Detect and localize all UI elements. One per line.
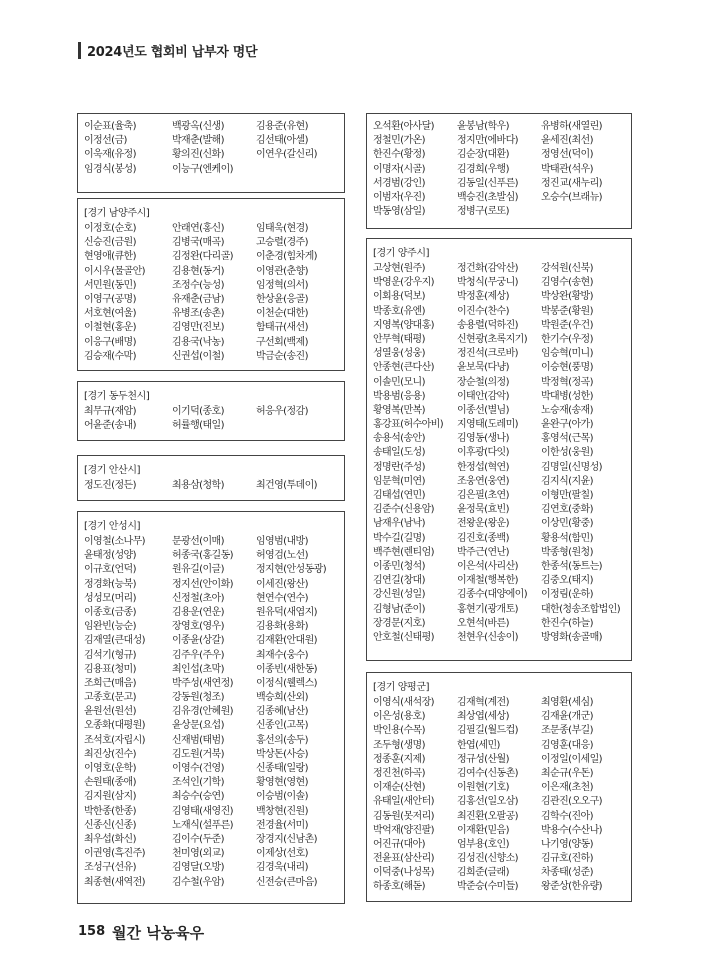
member-name: 조문종(부길) bbox=[541, 725, 593, 737]
member-name: 김순장(대환) bbox=[457, 149, 509, 161]
member-name: 남재우(남낙) bbox=[373, 518, 425, 530]
member-name: 이후광(다잇) bbox=[457, 447, 509, 459]
member-name: 어진규(대아) bbox=[373, 838, 425, 850]
box-ansan bbox=[77, 455, 345, 501]
member-name: 이영호(운학) bbox=[84, 763, 136, 774]
member-name: 조희근(매음) bbox=[84, 677, 136, 689]
member-name: 조정수(능성) bbox=[172, 279, 224, 291]
member-name: 김동원(못저리) bbox=[373, 810, 434, 822]
member-name: 최순규(우돈) bbox=[541, 767, 593, 779]
member-name: 박인용(수목) bbox=[373, 725, 425, 737]
member-name: 김종수(대양에이) bbox=[457, 589, 528, 601]
region-title: [경기 동두천시] bbox=[84, 391, 150, 402]
member-name: 문광선(이매) bbox=[172, 536, 224, 547]
member-name: 이영수(건영) bbox=[172, 763, 224, 774]
member-name: 김종혜(남산) bbox=[256, 706, 308, 718]
member-name: 전윤표(삼산리) bbox=[373, 853, 434, 865]
member-name: 박용범(응용) bbox=[373, 390, 425, 402]
member-name: 안호철(신태평) bbox=[373, 631, 434, 643]
member-name: 한진수(하늘) bbox=[541, 617, 593, 629]
page-title: 2024년도 협회비 납부자 명단 bbox=[87, 44, 258, 60]
member-name: 정종훈(지제) bbox=[373, 753, 425, 765]
member-name: 허종국(홍길동) bbox=[172, 550, 233, 562]
member-name: 노재식(설푸른) bbox=[172, 819, 233, 831]
member-name: 백승진(초발심) bbox=[457, 191, 518, 203]
member-name: 이연우(갈신리) bbox=[256, 149, 317, 161]
member-name: 백주현(렌티엄) bbox=[373, 546, 434, 558]
member-name: 임완빈(능순) bbox=[84, 621, 136, 633]
member-name: 최진환(오팔공) bbox=[457, 810, 518, 822]
member-name: 강석원(신북) bbox=[541, 263, 593, 274]
member-name: 김도원(거북) bbox=[172, 748, 224, 760]
member-name: 윤세진(최선) bbox=[541, 135, 593, 147]
member-name: 이은성(용호) bbox=[373, 711, 425, 723]
member-name: 이재철(행복한) bbox=[457, 575, 518, 587]
member-name: 박재춘(발해) bbox=[172, 135, 224, 147]
member-name: 김영수(송현) bbox=[541, 277, 593, 289]
member-name: 김영달(오방) bbox=[172, 862, 224, 874]
member-name: 조두형(생명) bbox=[373, 739, 425, 751]
member-name: 이종빈(새한동) bbox=[256, 663, 317, 675]
member-name: 안래연(홍신) bbox=[172, 223, 224, 234]
member-name: 김수철(우암) bbox=[172, 876, 224, 888]
member-name: 안무혁(태평) bbox=[373, 333, 425, 345]
member-name: 장순철(의정) bbox=[457, 376, 509, 388]
member-name: 김영훈(대응) bbox=[541, 739, 593, 751]
member-name: 김영만(진보) bbox=[172, 322, 224, 334]
member-name: 김재환(안대원) bbox=[256, 635, 317, 647]
member-name: 고종호(문고) bbox=[84, 692, 136, 704]
box-yangpyeong bbox=[366, 672, 632, 902]
member-name: 박봉준(황원) bbox=[541, 305, 593, 317]
member-name: 이회용(덕보) bbox=[373, 291, 425, 303]
member-name: 서민원(동민) bbox=[84, 279, 136, 291]
member-name: 왕준상(한유량) bbox=[541, 881, 602, 893]
member-name: 이철현(홍운) bbox=[84, 322, 136, 334]
member-name: 이재환(믿음) bbox=[457, 824, 509, 836]
member-name: 이응구(배명) bbox=[84, 336, 136, 348]
member-name: 김지식(지윤) bbox=[541, 475, 593, 487]
region-title: [경기 안산시] bbox=[84, 465, 141, 476]
member-name: 최종현(새역전) bbox=[84, 876, 145, 888]
name-grid bbox=[84, 479, 344, 493]
member-name: 지영태(도레미) bbox=[457, 419, 518, 431]
member-name: 김동일(신푸른) bbox=[457, 177, 518, 189]
member-name: 하종호(해돋) bbox=[373, 881, 425, 893]
member-name: 김지원(삼지) bbox=[84, 791, 136, 803]
member-name: 오석환(아사달) bbox=[373, 121, 434, 132]
member-name: 김용화(용화) bbox=[256, 621, 308, 633]
box-anseong bbox=[77, 511, 345, 904]
member-name: 윤상문(요섭) bbox=[172, 720, 224, 732]
member-name: 서경범(강인) bbox=[373, 177, 425, 189]
member-name: 방영화(송골매) bbox=[541, 631, 602, 643]
member-name: 고승렬(경주) bbox=[256, 237, 308, 249]
member-name: 대한(청송조합법인) bbox=[541, 603, 621, 615]
member-name: 박준승(수미들) bbox=[457, 881, 518, 893]
member-name: 정진천(하곡) bbox=[373, 767, 425, 779]
member-name: 최우섭(화신) bbox=[84, 833, 136, 845]
member-name: 허률행(태일) bbox=[172, 420, 224, 432]
member-name: 강동원(청조) bbox=[172, 692, 224, 704]
member-name: 신승진(금원) bbox=[84, 237, 136, 249]
member-name: 신재범(태범) bbox=[172, 734, 224, 746]
member-name: 전왕운(왕운) bbox=[457, 518, 509, 530]
member-name: 황용석(함민) bbox=[541, 532, 593, 544]
member-name: 김준수(신용암) bbox=[373, 504, 434, 516]
member-name: 유병조(송촌) bbox=[172, 308, 224, 320]
member-name: 박주성(새연정) bbox=[172, 677, 233, 689]
member-name: 이태안(감악) bbox=[457, 390, 509, 402]
member-name: 최승수(승연) bbox=[172, 791, 224, 803]
member-name: 박주근(연난) bbox=[457, 546, 509, 558]
member-name: 김경희(우행) bbox=[457, 163, 509, 175]
member-name: 박영운(강우지) bbox=[373, 277, 434, 289]
member-name: 김주우(주우) bbox=[172, 649, 224, 661]
member-name: 차종태(성준) bbox=[541, 867, 593, 879]
member-name: 이종윤(상갈) bbox=[172, 635, 224, 647]
member-name: 전경율(서미) bbox=[256, 819, 308, 831]
member-name: 정도진(정든) bbox=[84, 480, 136, 491]
member-name: 노승재(송재) bbox=[541, 404, 593, 416]
member-name: 송태일(도성) bbox=[373, 447, 425, 459]
member-name: 원유길(이글) bbox=[172, 564, 224, 576]
member-name: 신정철(초아) bbox=[172, 592, 224, 604]
member-name: 이명자(시골) bbox=[373, 163, 425, 175]
member-name: 홍선의(송두) bbox=[256, 734, 308, 746]
member-name: 김희준(글래) bbox=[457, 867, 509, 879]
member-name: 허영검(노선) bbox=[256, 550, 308, 562]
member-name: 김규호(진하) bbox=[541, 853, 593, 865]
member-name: 이권영(흑진주) bbox=[84, 848, 145, 860]
member-name: 송용석(송안) bbox=[373, 433, 425, 445]
member-name: 윤정묵(효빈) bbox=[457, 504, 509, 516]
member-name: 허응우(정감) bbox=[256, 406, 308, 417]
box-namyangju bbox=[77, 198, 345, 371]
member-name: 현연수(연수) bbox=[256, 592, 308, 604]
member-name: 원유덕(새엽지) bbox=[256, 606, 317, 618]
member-name: 이종선(별님) bbox=[457, 404, 509, 416]
member-name: 김진호(종백) bbox=[457, 532, 509, 544]
magazine-logo: 월간 낙농육우 bbox=[112, 924, 205, 942]
member-name: 김홍선(일오삼) bbox=[457, 796, 518, 808]
member-name: 이은석(사리산) bbox=[457, 560, 518, 572]
member-name: 김관진(오오구) bbox=[541, 796, 602, 808]
member-name: 김용준(유현) bbox=[256, 121, 308, 132]
member-name: 나기영(양동) bbox=[541, 838, 593, 850]
box-left-0 bbox=[77, 113, 345, 193]
member-name: 조웅연(웅연) bbox=[457, 475, 509, 487]
member-name: 이진수(찬수) bbox=[457, 305, 509, 317]
name-grid bbox=[84, 222, 344, 364]
member-name: 고상현(원주) bbox=[373, 263, 425, 274]
region-title: [경기 안성시] bbox=[84, 521, 141, 532]
member-name: 백광옥(신생) bbox=[172, 121, 224, 132]
member-name: 이정선(금) bbox=[84, 135, 127, 147]
member-name: 김경욱(내리) bbox=[256, 862, 308, 874]
member-name: 엄부용(호인) bbox=[457, 838, 509, 850]
member-name: 윤보묵(다냥) bbox=[457, 362, 509, 374]
member-name: 장경문(지호) bbox=[373, 617, 425, 629]
member-name: 이세진(왕산) bbox=[256, 578, 308, 590]
name-grid bbox=[373, 262, 631, 645]
member-name: 김학수(진아) bbox=[541, 810, 593, 822]
member-name: 김여수(신동촌) bbox=[457, 767, 518, 779]
member-name: 이정호(순호) bbox=[84, 223, 136, 234]
member-name: 정명란(주성) bbox=[373, 461, 425, 473]
member-name: 박수길(길명) bbox=[373, 532, 425, 544]
member-name: 박정혁(정곡) bbox=[541, 376, 593, 388]
member-name: 정영선(덕이) bbox=[541, 149, 593, 161]
member-name: 이영구(공명) bbox=[84, 293, 136, 305]
member-name: 윤태정(성양) bbox=[84, 550, 136, 562]
member-name: 박태관(석우) bbox=[541, 163, 593, 175]
member-name: 김석기(형규) bbox=[84, 649, 136, 661]
member-name: 장경지(신남촌) bbox=[256, 833, 317, 845]
member-name: 정규성(산월) bbox=[457, 753, 509, 765]
member-name: 한상윤(응골) bbox=[256, 293, 308, 305]
member-name: 김명일(신명성) bbox=[541, 461, 602, 473]
member-name: 이재순(산현) bbox=[373, 782, 425, 794]
member-name: 조성구(선유) bbox=[84, 862, 136, 874]
member-name: 이정림(운하) bbox=[541, 589, 593, 601]
member-name: 성열웅(성웅) bbox=[373, 348, 425, 360]
member-name: 구선회(백제) bbox=[256, 336, 308, 348]
member-name: 김연호(중화) bbox=[541, 504, 593, 516]
member-name: 정병구(로또) bbox=[457, 206, 509, 218]
member-name: 송용렬(덕하진) bbox=[457, 319, 518, 331]
member-name: 이춘경(힘차게) bbox=[256, 251, 317, 263]
member-name: 박상완(황방) bbox=[541, 291, 593, 303]
member-name: 최영환(세심) bbox=[541, 697, 593, 708]
box-dongducheon bbox=[77, 381, 345, 441]
member-name: 오승수(브래뉴) bbox=[541, 191, 602, 203]
member-name: 천미영(외교) bbox=[172, 848, 224, 860]
name-grid bbox=[84, 535, 344, 890]
member-name: 최재수(웅수) bbox=[256, 649, 308, 661]
member-name: 신종신(신종) bbox=[84, 819, 136, 831]
member-name: 황영복(만복) bbox=[373, 404, 425, 416]
member-name: 정지선(안이화) bbox=[172, 578, 233, 590]
member-name: 김정완(다리골) bbox=[172, 251, 233, 263]
member-name: 김영태(새영진) bbox=[172, 805, 233, 817]
member-name: 서호현(여울) bbox=[84, 308, 136, 320]
member-name: 현영애(큐한) bbox=[84, 251, 136, 263]
member-name: 신전승(큰마음) bbox=[256, 876, 317, 888]
member-name: 함태규(새선) bbox=[256, 322, 308, 334]
member-name: 이은재(초천) bbox=[541, 782, 593, 794]
member-name: 정지현(안성동광) bbox=[256, 564, 327, 576]
member-name: 김승재(수막) bbox=[84, 350, 136, 362]
member-name: 김재열(큰대성) bbox=[84, 635, 145, 647]
member-name: 이범자(우진) bbox=[373, 191, 425, 203]
member-name: 이능구(엔케이) bbox=[172, 163, 233, 175]
member-name: 최무규(재암) bbox=[84, 406, 136, 417]
member-name: 박청식(무궁니) bbox=[457, 277, 518, 289]
member-name: 김병국(매곡) bbox=[172, 237, 224, 249]
member-name: 윤봉남(학우) bbox=[457, 121, 509, 132]
member-name: 조석인(기학) bbox=[172, 777, 224, 789]
member-name: 신현광(초록지기) bbox=[457, 333, 528, 345]
member-name: 지영복(양대홍) bbox=[373, 319, 434, 331]
member-name: 최상엽(세상) bbox=[457, 711, 509, 723]
name-grid bbox=[84, 405, 344, 433]
member-name: 김성진(신향소) bbox=[457, 853, 518, 865]
region-title: [경기 양평군] bbox=[373, 682, 430, 693]
member-name: 김영동(생나) bbox=[457, 433, 509, 445]
member-name: 이순표(율축) bbox=[84, 121, 136, 132]
member-name: 백승희(산외) bbox=[256, 692, 308, 704]
region-title: [경기 양주시] bbox=[373, 248, 430, 259]
member-name: 김은필(초연) bbox=[457, 490, 509, 501]
member-name: 강신원(성일) bbox=[373, 589, 425, 601]
member-name: 임태욱(현경) bbox=[256, 223, 308, 234]
member-name: 한기수(우정) bbox=[541, 333, 593, 345]
member-name: 신종인(고목) bbox=[256, 720, 308, 732]
member-name: 김연길(창대) bbox=[373, 575, 425, 587]
name-grid bbox=[373, 120, 631, 219]
member-name: 박상돈(사승) bbox=[256, 748, 308, 760]
member-name: 임경식(봉성) bbox=[84, 163, 136, 175]
member-name: 박대병(성한) bbox=[541, 390, 593, 402]
header-bar bbox=[78, 42, 81, 59]
member-name: 이덕중(나성목) bbox=[373, 867, 434, 879]
member-name: 김용현(동거) bbox=[172, 265, 224, 277]
member-name: 신권섭(이철) bbox=[172, 350, 224, 362]
member-name: 한엽(세민) bbox=[457, 739, 500, 751]
member-name: 황영현(영현) bbox=[256, 777, 308, 789]
member-name: 장영호(영우) bbox=[172, 621, 224, 633]
member-name: 이제상(선호) bbox=[256, 848, 308, 860]
member-name: 이종호(금종) bbox=[84, 606, 136, 618]
member-name: 박종형(원청) bbox=[541, 546, 593, 558]
member-name: 임승혁(미니) bbox=[541, 348, 593, 360]
member-name: 윤원선(원선) bbox=[84, 706, 136, 718]
member-name: 김태섭(연민) bbox=[373, 490, 425, 501]
member-name: 황의진(신화) bbox=[172, 149, 224, 161]
page-header bbox=[78, 40, 257, 60]
member-name: 윤완구(아가) bbox=[541, 419, 593, 431]
member-name: 이한성(웅원) bbox=[541, 447, 593, 459]
member-name: 김용국(낙농) bbox=[172, 336, 224, 348]
member-name: 정진교(새누리) bbox=[541, 177, 602, 189]
member-name: 최용삼(청학) bbox=[172, 480, 224, 491]
member-name: 오종화(대평원) bbox=[84, 720, 145, 732]
member-name: 김이수(두준) bbox=[172, 833, 224, 845]
member-name: 김용표(청미) bbox=[84, 663, 136, 675]
member-name: 박동영(삼일) bbox=[373, 206, 425, 218]
member-name: 김용운(연운) bbox=[172, 606, 224, 618]
member-name: 조석호(자립시) bbox=[84, 734, 145, 746]
member-name: 이승범(이솔) bbox=[256, 791, 308, 803]
member-name: 최인섭(초막) bbox=[172, 663, 224, 675]
member-name: 임문혁(미연) bbox=[373, 475, 425, 487]
member-name: 유태일(새안터) bbox=[373, 796, 434, 808]
member-name: 박억재(양진팔) bbox=[373, 824, 434, 836]
member-name: 오현석(바른) bbox=[457, 617, 509, 629]
member-name: 정건화(감악산) bbox=[457, 263, 518, 274]
member-name: 이정일(이세일) bbox=[541, 753, 602, 765]
member-name: 박정훈(제상) bbox=[457, 291, 509, 303]
member-name: 이기덕(종호) bbox=[172, 406, 224, 417]
member-name: 홍현기(광개토) bbox=[457, 603, 518, 615]
member-name: 이영식(새석장) bbox=[373, 697, 434, 708]
member-name: 이원현(기호) bbox=[457, 782, 509, 794]
member-name: 한진수(황정) bbox=[373, 149, 425, 161]
member-name: 정지만(에바다) bbox=[457, 135, 518, 147]
member-name: 김중오(태지) bbox=[541, 575, 593, 587]
member-name: 임영범(내방) bbox=[256, 536, 308, 547]
member-name: 신종태(일랑) bbox=[256, 763, 308, 774]
member-name: 이규호(언덕) bbox=[84, 564, 136, 576]
member-name: 안종현(큰다산) bbox=[373, 362, 434, 374]
member-name: 박종호(유엔) bbox=[373, 305, 425, 317]
member-name: 백창현(진원) bbox=[256, 805, 308, 817]
member-name: 한종석(동트는) bbox=[541, 560, 602, 572]
member-name: 정철민(가온) bbox=[373, 135, 425, 147]
member-name: 김형남(준이) bbox=[373, 603, 425, 615]
page-number: 158 bbox=[78, 924, 106, 939]
member-name: 유재춘(금남) bbox=[172, 293, 224, 305]
member-name: 성성모(머리) bbox=[84, 592, 136, 604]
member-name: 이정식(웰렉스) bbox=[256, 677, 317, 689]
member-name: 이상민(황중) bbox=[541, 518, 593, 530]
member-name: 정진석(크로바) bbox=[457, 348, 518, 360]
member-name: 어윤준(송내) bbox=[84, 420, 136, 432]
member-name: 이천순(대한) bbox=[256, 308, 308, 320]
member-name: 박한종(한종) bbox=[84, 805, 136, 817]
box-yangju bbox=[366, 238, 632, 661]
member-name: 홍강표(허수아비) bbox=[373, 419, 444, 431]
member-name: 손원태(종애) bbox=[84, 777, 136, 789]
member-name: 유병하(새열린) bbox=[541, 121, 602, 132]
member-name: 이종민(청석) bbox=[373, 560, 425, 572]
member-name: 박금순(송진) bbox=[256, 350, 308, 362]
member-name: 천현우(신송이) bbox=[457, 631, 518, 643]
member-name: 홍영석(근목) bbox=[541, 433, 593, 445]
member-name: 박원준(우건) bbox=[541, 319, 593, 331]
member-name: 박용수(수산나) bbox=[541, 824, 602, 836]
name-grid bbox=[84, 120, 344, 177]
member-name: 이욱재(유정) bbox=[84, 149, 136, 161]
member-name: 김재윤(개군) bbox=[541, 711, 593, 723]
member-name: 임정혁(의서) bbox=[256, 279, 308, 291]
member-name: 정경화(능북) bbox=[84, 578, 136, 590]
member-name: 최건영(투데이) bbox=[256, 480, 317, 491]
member-name: 최진상(진수) bbox=[84, 748, 136, 760]
member-name: 이승현(풍명) bbox=[541, 362, 593, 374]
member-name: 김필길(월드컵) bbox=[457, 725, 518, 737]
region-title: [경기 남양주시] bbox=[84, 208, 150, 219]
member-name: 김재혁(계전) bbox=[457, 697, 509, 708]
member-name: 한정섭(혁연) bbox=[457, 461, 509, 473]
member-name: 김유경(안혜원) bbox=[172, 706, 233, 718]
member-name: 이솔민(모니) bbox=[373, 376, 425, 388]
member-name: 김선태(아셀) bbox=[256, 135, 308, 147]
member-name: 이영철(소나무) bbox=[84, 536, 145, 547]
member-name: 이영관(춘향) bbox=[256, 265, 308, 277]
box-right-0 bbox=[366, 113, 632, 229]
member-name: 이시우(물골안) bbox=[84, 265, 145, 277]
name-grid bbox=[373, 696, 631, 895]
member-name: 이형만(팔칠) bbox=[541, 490, 593, 501]
